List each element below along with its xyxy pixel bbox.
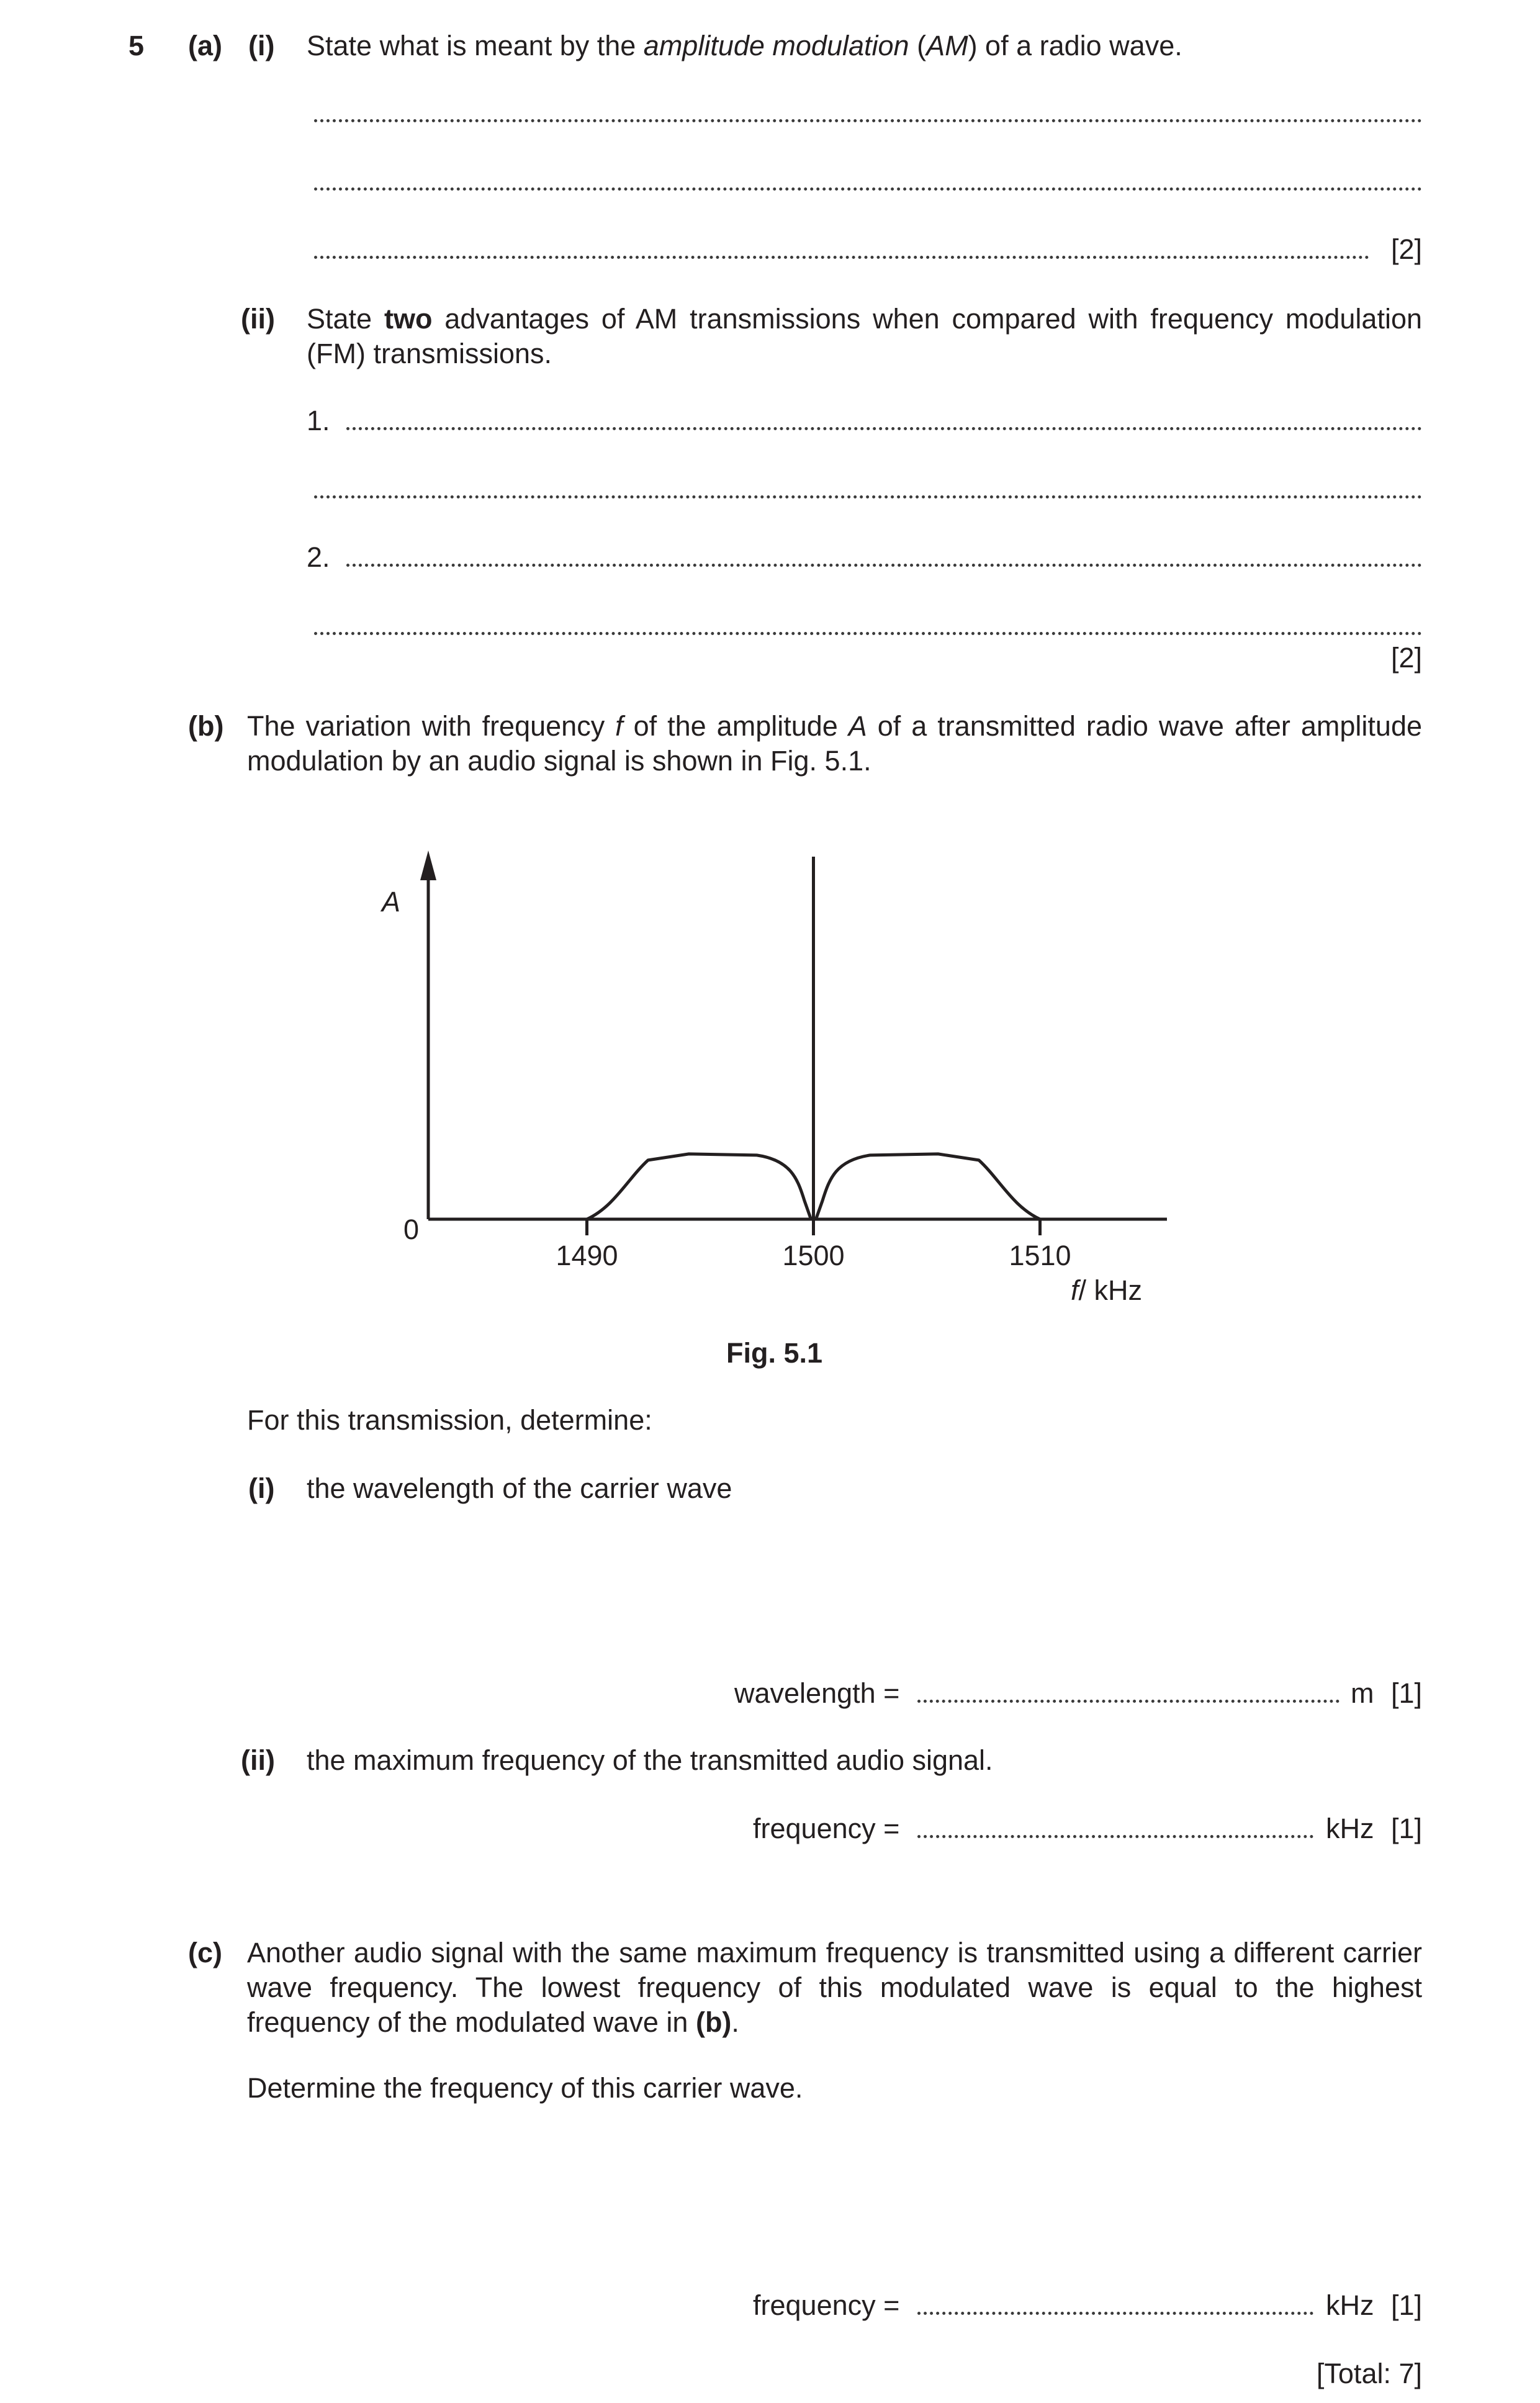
subpart-b-ii-prompt: the maximum frequency of the transmitted audio signal. bbox=[307, 1744, 993, 1776]
prompt-text: State what is meant by the bbox=[307, 30, 644, 61]
prompt-symbol: A bbox=[848, 710, 867, 742]
prompt-text: of the amplitude bbox=[623, 710, 849, 742]
carrier-frequency-answer-label: frequency = bbox=[753, 2289, 900, 2321]
answer-line[interactable] bbox=[314, 495, 1422, 498]
prompt-bold: (b) bbox=[695, 2006, 732, 2038]
prompt-text: Another audio signal with the same maximum frequency is transmitted using a different carrier wave frequency. The lowest frequency of this modulated wave is equal to the highest frequency of the modulated wave in bbox=[247, 1937, 1422, 2038]
prompt-emphasis: amplitude modulation bbox=[643, 30, 909, 61]
part-c-label: (c) bbox=[188, 1937, 222, 1968]
part-b-label: (b) bbox=[188, 710, 224, 742]
prompt-text: ( bbox=[909, 30, 927, 61]
carrier-frequency-unit: kHz bbox=[1326, 2289, 1374, 2321]
carrier-frequency-answer-field[interactable] bbox=[917, 2312, 1313, 2315]
marks-c: [1] bbox=[1390, 2289, 1422, 2321]
y-axis-arrow bbox=[420, 850, 436, 880]
list-item-2-label: 2. bbox=[307, 541, 330, 573]
prompt-emphasis: AM bbox=[926, 30, 968, 61]
part-b-prompt bbox=[247, 709, 1422, 778]
prompt-text: advantages of AM transmissions when compared with frequency modulation (FM) transmissions. bbox=[307, 303, 1423, 369]
answer-line[interactable] bbox=[346, 427, 1422, 430]
subpart-a-i-prompt bbox=[307, 29, 1182, 63]
figure-caption: Fig. 5.1 bbox=[726, 1337, 823, 1369]
prompt-text: of a transmitted radio wave after amplitude modulation by an audio signal is shown in Fig. 5.1. bbox=[247, 710, 1423, 777]
list-item-1-label: 1. bbox=[307, 405, 330, 436]
answer-line[interactable] bbox=[314, 187, 1422, 191]
subpart-b-ii-label: (ii) bbox=[241, 1744, 275, 1776]
subpart-a-i-label: (i) bbox=[248, 30, 275, 61]
prompt-text: State bbox=[307, 303, 384, 335]
marks-a-ii: [2] bbox=[1390, 642, 1422, 674]
answer-line[interactable] bbox=[314, 256, 1369, 259]
prompt-symbol: f bbox=[615, 710, 623, 742]
prompt-bold: two bbox=[384, 303, 433, 335]
prompt-text: . bbox=[731, 2006, 739, 2038]
lower-sideband bbox=[587, 1154, 811, 1219]
answer-line[interactable] bbox=[314, 632, 1422, 635]
x-tick-label: 1500 bbox=[782, 1240, 845, 1271]
subpart-b-i-label: (i) bbox=[248, 1472, 275, 1504]
answer-line[interactable] bbox=[314, 119, 1422, 122]
frequency-unit: kHz bbox=[1326, 1813, 1374, 1844]
marks-a-i: [2] bbox=[1390, 233, 1422, 265]
prompt-text: The variation with frequency bbox=[247, 710, 616, 742]
subpart-a-ii-prompt bbox=[307, 302, 1422, 371]
prompt-text: ) of a radio wave. bbox=[968, 30, 1182, 61]
x-tick-label: 1510 bbox=[1009, 1240, 1071, 1271]
wavelength-answer-label: wavelength = bbox=[734, 1677, 900, 1709]
frequency-answer-field[interactable] bbox=[917, 1835, 1313, 1838]
part-c-prompt bbox=[247, 1936, 1422, 2040]
figure-5-1-chart bbox=[0, 832, 1540, 1328]
wavelength-unit: m bbox=[1351, 1677, 1374, 1709]
wavelength-answer-field[interactable] bbox=[917, 1700, 1340, 1703]
marks-b-i: [1] bbox=[1390, 1677, 1422, 1709]
question-number: 5 bbox=[128, 30, 145, 61]
subpart-b-i-prompt: the wavelength of the carrier wave bbox=[307, 1472, 732, 1504]
x-tick-label: 1490 bbox=[556, 1240, 618, 1271]
marks-b-ii: [1] bbox=[1390, 1813, 1422, 1844]
upper-sideband bbox=[816, 1154, 1040, 1219]
frequency-answer-label: frequency = bbox=[753, 1813, 900, 1844]
answer-line[interactable] bbox=[346, 564, 1422, 567]
y-axis-label: A bbox=[382, 886, 401, 917]
total-marks: [Total: 7] bbox=[1316, 2358, 1422, 2389]
x-axis-label: f/ kHz bbox=[1071, 1274, 1143, 1306]
part-c-instruction: Determine the frequency of this carrier wave. bbox=[247, 2072, 803, 2104]
subpart-a-ii-label: (ii) bbox=[241, 303, 275, 335]
origin-label: 0 bbox=[403, 1214, 420, 1245]
part-a-label: (a) bbox=[188, 30, 222, 61]
part-b-intro: For this transmission, determine: bbox=[247, 1404, 652, 1436]
